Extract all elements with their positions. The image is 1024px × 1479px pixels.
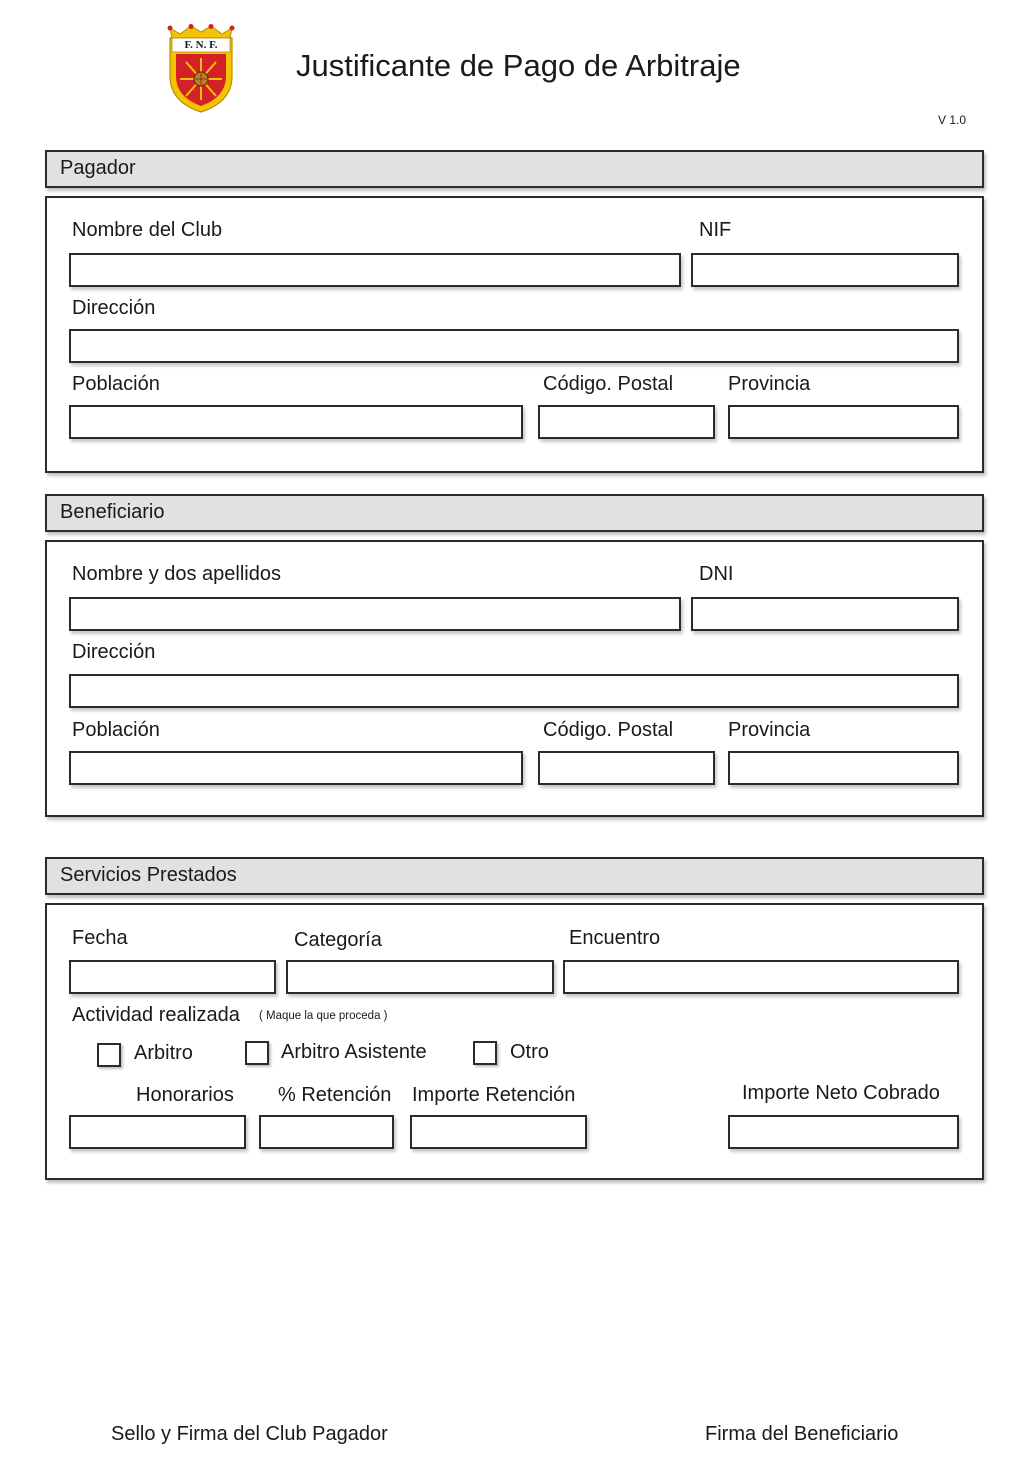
beneficiario-province-field[interactable] [728,751,959,785]
beneficiary-signature-label: Firma del Beneficiario [705,1423,899,1445]
pagador-city-field[interactable] [69,405,523,439]
beneficiario-address-label: Dirección [72,641,156,663]
match-field[interactable] [563,960,959,994]
pagador-postal-field[interactable] [538,405,715,439]
net-amount-field[interactable] [728,1115,959,1149]
beneficiario-address-field[interactable] [69,674,959,708]
version-label: V 1.0 [938,113,967,127]
payer-signature-label: Sello y Firma del Club Pagador [111,1423,388,1445]
page-title: Justificante de Pago de Arbitraje [296,48,741,83]
nif-label: NIF [699,219,732,241]
logo-lettering: F. N. F. [184,39,218,51]
activity-hint: ( Maque la que proceda ) [259,1010,388,1022]
servicios-section-header: Servicios Prestados [45,857,984,895]
pagador-postal-label: Código. Postal [543,373,674,395]
pagador-city-label: Población [72,373,160,395]
match-label: Encuentro [569,927,661,949]
beneficiario-city-field[interactable] [69,751,523,785]
otro-checkbox[interactable] [473,1041,497,1065]
beneficiario-city-label: Población [72,719,160,741]
club-name-field[interactable] [69,253,681,287]
arbitro-checkbox[interactable] [97,1043,121,1067]
date-field[interactable] [69,960,276,994]
beneficiario-postal-field[interactable] [538,751,715,785]
otro-option-label: Otro [510,1041,549,1063]
nif-field[interactable] [691,253,959,287]
pagador-province-label: Provincia [728,373,811,395]
arbitro-asistente-checkbox[interactable] [245,1041,269,1065]
dni-label: DNI [699,563,734,585]
club-name-label: Nombre del Club [72,219,223,241]
arbitro-option-label: Arbitro [134,1042,193,1064]
net-amount-label: Importe Neto Cobrado [742,1082,940,1104]
beneficiario-postal-label: Código. Postal [543,719,674,741]
pagador-address-field[interactable] [69,329,959,363]
category-label: Categoría [294,929,382,951]
fees-label: Honorarios [136,1084,234,1106]
retention-pct-field[interactable] [259,1115,394,1149]
beneficiary-name-field[interactable] [69,597,681,631]
fees-field[interactable] [69,1115,246,1149]
category-field[interactable] [286,960,554,994]
beneficiario-province-label: Provincia [728,719,811,741]
arbitro-asistente-option-label: Arbitro Asistente [281,1041,427,1063]
beneficiario-section-header: Beneficiario [45,494,984,532]
retention-amount-field[interactable] [410,1115,587,1149]
pagador-section-header: Pagador [45,150,984,188]
dni-field[interactable] [691,597,959,631]
fnf-logo [164,24,238,114]
beneficiary-name-label: Nombre y dos apellidos [72,563,281,585]
activity-label: Actividad realizada [72,1004,240,1026]
retention-amount-label: Importe Retención [412,1084,576,1106]
date-label: Fecha [72,927,128,949]
pagador-province-field[interactable] [728,405,959,439]
retention-pct-label: % Retención [278,1084,392,1106]
pagador-address-label: Dirección [72,297,156,319]
